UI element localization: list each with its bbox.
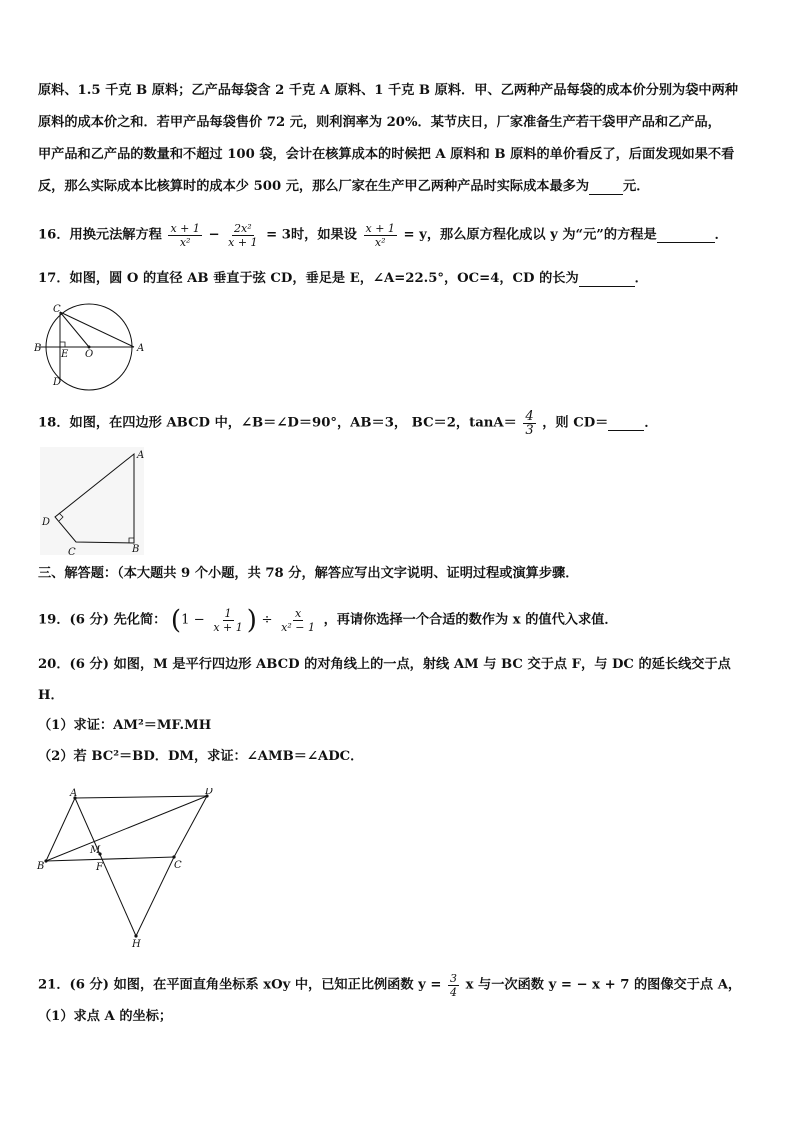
problem-21: 21．(6 分) 如图，在平面直角坐标系 xOy 中，已知正比例函数 y = $\frac{3}{4}$ x 与一次函数 y = − x + 7 的图像交于点 A， — [38, 972, 742, 999]
problem-17: 17．如图，圆 O 的直径 AB 垂直于弦 CD，垂足是 E，∠A=22.5°，OC=4，CD 的长为 ． — [38, 271, 648, 286]
answer-blank[interactable] — [608, 416, 644, 431]
label-c: C — [53, 304, 61, 315]
p20-question-2: （2）若 BC²＝BD．DM，求证：∠AMB＝∠ADC． — [38, 749, 364, 764]
circle-figure — [34, 300, 152, 392]
label-d: D — [42, 517, 51, 528]
label-m: M — [90, 845, 101, 856]
problem-16: 16．用换元法解方程 $\frac{x + 1}{\text{x²}}$ − $\frac{\text{2x²}}{x + 1}$ = 3时，如果设 $\frac{x + 1}{\text{x²}}$ = y，那么原方程化成以 y 为“元”的方程是 ． — [38, 222, 728, 249]
parallelogram-figure — [34, 788, 220, 950]
fraction: $\frac{x + 1}{\text{x²}}$ — [170, 222, 200, 249]
fraction: $\frac{\text{2x²}}{x + 1}$ — [228, 222, 258, 249]
answer-blank[interactable] — [579, 272, 635, 287]
label-c: C — [68, 547, 76, 557]
label-b: B — [37, 861, 45, 872]
p20-line-2: H． — [38, 688, 64, 703]
problem-19: 19．(6 分) 先化简： (1 − $\frac{1}{x + 1}$ ) ÷ $\frac{x}{\text{x² − 1}}$ ，再请你选择一个合适的数作为 x 的值代入求值． — [38, 605, 618, 636]
fraction: $\frac{x + 1}{\text{x²}}$ — [365, 222, 395, 249]
label-f: F — [96, 862, 103, 873]
label-b: B — [34, 343, 42, 354]
p21-question-1: （1）求点 A 的坐标； — [38, 1009, 173, 1024]
label-d: D — [53, 377, 62, 388]
label-a: A — [137, 450, 145, 461]
p15-line-3: 甲产品和乙产品的数量和不超过 100 袋，会计在核算成本的时候把 A 原料和 B 原料的单价看反了，后面发现如果不看 — [38, 147, 735, 162]
label-c: C — [174, 860, 182, 871]
label-d: D — [205, 788, 214, 797]
label-h: H — [132, 939, 141, 950]
label-a: A — [70, 788, 78, 799]
label-o: O — [85, 349, 94, 360]
section-heading: 三、解答题：（本大题共 9 个小题，共 78 分，解答应写出文字说明、证明过程或演算步骤． — [38, 566, 579, 581]
fraction: $\frac{x}{\text{x² − 1}}$ — [281, 607, 315, 634]
p15-line-1: 原料、1.5 千克 B 原料；乙产品每袋含 2 千克 A 原料、1 千克 B 原料．甲、乙两种产品每袋的成本价分别为袋中两种 — [38, 83, 738, 98]
p15-line-4: 反，那么实际成本比核算时的成本少 500 元，那么厂家在生产甲乙两种产品时实际成本最多为 元． — [38, 179, 650, 194]
fraction: $\frac{1}{x + 1}$ — [213, 607, 243, 634]
p15-line-2: 原料的成本价之和．若甲产品每袋售价 72 元，则利润率为 20%．某节庆日，厂家准备生产若干袋甲产品和乙产品， — [38, 115, 721, 130]
problem-18: 18．如图，在四边形 ABCD 中，∠B＝∠D＝90°，AB＝3， BC＝2，tanA＝ $\frac{4}{3}$ ，则 CD＝ ． — [38, 409, 658, 438]
fraction: $\frac{4}{3}$ — [525, 409, 534, 438]
segment-ca — [60, 312, 134, 347]
figure-background — [40, 447, 144, 555]
p20-question-1: （1）求证：AM²＝MF.MH — [38, 718, 212, 733]
quadrilateral-figure — [34, 445, 150, 557]
label-a: A — [137, 343, 145, 354]
label-b: B — [132, 544, 140, 555]
label-e: E — [61, 349, 69, 360]
answer-blank[interactable] — [589, 180, 623, 195]
answer-blank[interactable] — [657, 228, 715, 243]
fraction: $\frac{3}{4}$ — [450, 972, 457, 999]
p20-line-1: 20．(6 分) 如图，M 是平行四边形 ABCD 的对角线上的一点，射线 AM 与 BC 交于点 F，与 DC 的延长线交于点 — [38, 657, 731, 672]
